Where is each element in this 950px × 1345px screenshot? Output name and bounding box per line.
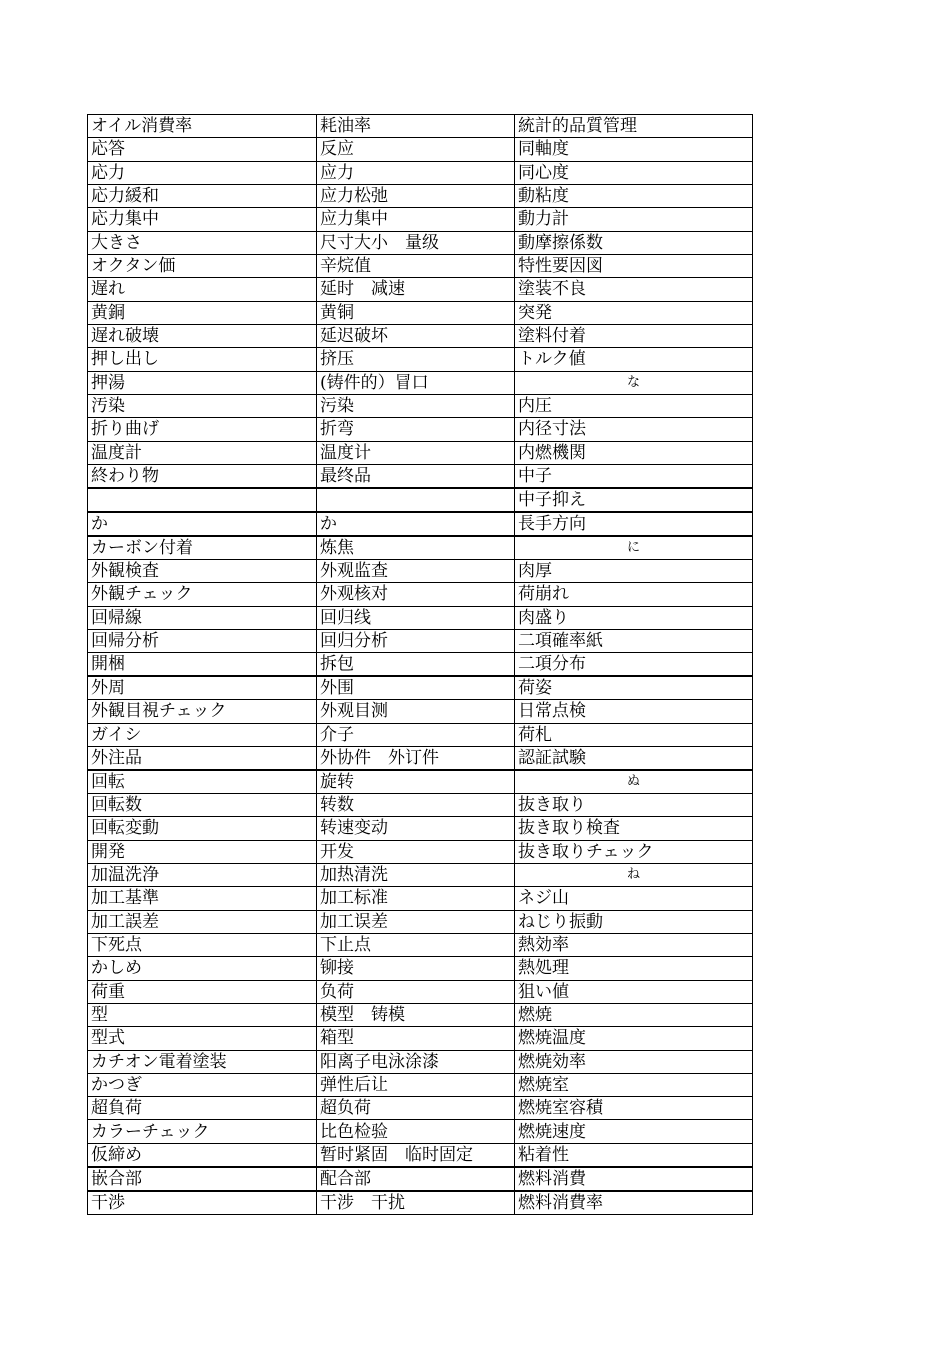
- table-row: [88, 1050, 753, 1073]
- japanese-term-2-cell: 内圧: [515, 394, 753, 417]
- chinese-term-cell: 箱型: [317, 1027, 515, 1050]
- table-row: [88, 208, 753, 231]
- japanese-term-2-cell: 同心度: [515, 161, 753, 184]
- japanese-term-cell: 超負荷: [88, 1097, 317, 1120]
- chinese-term-cell: 加工标准: [317, 887, 515, 910]
- chinese-term-cell: 黄铜: [317, 301, 515, 324]
- japanese-term-2-cell: 荷札: [515, 723, 753, 746]
- japanese-term-2-cell: 突発: [515, 301, 753, 324]
- table-row: [88, 161, 753, 184]
- japanese-term-2-cell: ねじり振動: [515, 910, 753, 933]
- japanese-term-2-cell: 熱効率: [515, 933, 753, 956]
- glossary-table-body: [88, 115, 753, 1215]
- chinese-term-cell: 耗油率: [317, 115, 515, 138]
- japanese-term-2-cell: 燃焼室: [515, 1073, 753, 1096]
- table-row: [88, 464, 753, 488]
- japanese-term-cell: 応力集中: [88, 208, 317, 231]
- table-row: [88, 536, 753, 560]
- japanese-term-cell: 型式: [88, 1027, 317, 1050]
- japanese-term-cell: 開発: [88, 840, 317, 863]
- japanese-term-cell: 外周: [88, 676, 317, 700]
- table-row: [88, 418, 753, 441]
- table-row: [88, 1167, 753, 1191]
- japanese-term-cell: 大きさ: [88, 231, 317, 254]
- table-row: [88, 629, 753, 652]
- japanese-term-2-cell: 粘着性: [515, 1143, 753, 1167]
- table-row: [88, 1027, 753, 1050]
- table-row: [88, 746, 753, 770]
- chinese-term-cell: 回归线: [317, 606, 515, 629]
- japanese-term-2-cell: 二項確率紙: [515, 629, 753, 652]
- japanese-term-2-cell: 特性要因図: [515, 254, 753, 277]
- japanese-term-2-cell: 動摩擦係数: [515, 231, 753, 254]
- table-row: [88, 957, 753, 980]
- table-row: [88, 583, 753, 606]
- chinese-term-cell: 污染: [317, 394, 515, 417]
- chinese-term-cell: 反应: [317, 138, 515, 161]
- chinese-term-cell: (铸件的）冒口: [317, 371, 515, 394]
- table-row: [88, 910, 753, 933]
- japanese-term-cell: 下死点: [88, 933, 317, 956]
- chinese-term-cell: 外观核对: [317, 583, 515, 606]
- chinese-term-cell: 负荷: [317, 980, 515, 1003]
- japanese-term-cell: オイル消費率: [88, 115, 317, 138]
- japanese-term-2-cell: 燃焼: [515, 1003, 753, 1026]
- chinese-term-cell: 应力集中: [317, 208, 515, 231]
- japanese-term-cell: 干渉: [88, 1191, 317, 1215]
- chinese-term-cell: 温度计: [317, 441, 515, 464]
- japanese-term-2-cell: 日常点検: [515, 700, 753, 723]
- chinese-term-cell: 弹性后让: [317, 1073, 515, 1096]
- chinese-term-cell: [317, 488, 515, 512]
- japanese-term-2-cell: 燃焼効率: [515, 1050, 753, 1073]
- chinese-term-cell: 应力: [317, 161, 515, 184]
- japanese-term-cell: 折り曲げ: [88, 418, 317, 441]
- chinese-term-cell: 旋转: [317, 770, 515, 794]
- table-row: [88, 231, 753, 254]
- japanese-term-cell: オクタン価: [88, 254, 317, 277]
- japanese-term-cell: 回転: [88, 770, 317, 794]
- table-row: [88, 301, 753, 324]
- japanese-term-2-cell: に: [515, 536, 753, 560]
- japanese-term-cell: 仮締め: [88, 1143, 317, 1167]
- chinese-term-cell: 拆包: [317, 653, 515, 677]
- japanese-term-2-cell: 肉厚: [515, 559, 753, 582]
- japanese-term-cell: カラーチェック: [88, 1120, 317, 1143]
- japanese-term-2-cell: 同軸度: [515, 138, 753, 161]
- japanese-term-2-cell: 中子: [515, 464, 753, 488]
- japanese-term-cell: かつぎ: [88, 1073, 317, 1096]
- japanese-term-cell: か: [88, 512, 317, 536]
- japanese-term-cell: 黄銅: [88, 301, 317, 324]
- chinese-term-cell: 炼焦: [317, 536, 515, 560]
- japanese-term-cell: 回帰線: [88, 606, 317, 629]
- table-row: [88, 559, 753, 582]
- japanese-term-cell: 加温洗浄: [88, 863, 317, 886]
- chinese-term-cell: 介子: [317, 723, 515, 746]
- japanese-term-cell: 遅れ: [88, 278, 317, 301]
- japanese-term-2-cell: 抜き取り検査: [515, 817, 753, 840]
- table-row: [88, 394, 753, 417]
- japanese-term-2-cell: 統計的品質管理: [515, 115, 753, 138]
- japanese-term-2-cell: 抜き取りチェック: [515, 840, 753, 863]
- japanese-term-cell: 外観目視チェック: [88, 700, 317, 723]
- japanese-term-cell: 温度計: [88, 441, 317, 464]
- chinese-term-cell: 延时 减速: [317, 278, 515, 301]
- japanese-term-2-cell: 熱処理: [515, 957, 753, 980]
- japanese-term-cell: 回帰分析: [88, 629, 317, 652]
- japanese-term-2-cell: 燃焼速度: [515, 1120, 753, 1143]
- table-row: [88, 863, 753, 886]
- japanese-term-cell: 加工誤差: [88, 910, 317, 933]
- table-row: [88, 254, 753, 277]
- chinese-term-cell: 折弯: [317, 418, 515, 441]
- chinese-term-cell: 比色检验: [317, 1120, 515, 1143]
- table-row: [88, 606, 753, 629]
- chinese-term-cell: か: [317, 512, 515, 536]
- chinese-term-cell: 暂时紧固 临时固定: [317, 1143, 515, 1167]
- chinese-term-cell: 铆接: [317, 957, 515, 980]
- chinese-term-cell: 外协件 外订件: [317, 746, 515, 770]
- table-row: [88, 512, 753, 536]
- chinese-term-cell: 开发: [317, 840, 515, 863]
- japanese-term-cell: 遅れ破壊: [88, 324, 317, 347]
- japanese-term-2-cell: 二項分布: [515, 653, 753, 677]
- table-row: [88, 1003, 753, 1026]
- japanese-term-cell: 押湯: [88, 371, 317, 394]
- japanese-term-cell: 汚染: [88, 394, 317, 417]
- table-row: [88, 371, 753, 394]
- japanese-term-2-cell: 動粘度: [515, 184, 753, 207]
- japanese-term-2-cell: 荷崩れ: [515, 583, 753, 606]
- japanese-term-2-cell: 狙い値: [515, 980, 753, 1003]
- japanese-term-2-cell: ね: [515, 863, 753, 886]
- chinese-term-cell: 加热清洗: [317, 863, 515, 886]
- table-row: [88, 324, 753, 347]
- chinese-term-cell: 辛烷值: [317, 254, 515, 277]
- japanese-term-2-cell: 燃焼温度: [515, 1027, 753, 1050]
- table-row: [88, 1143, 753, 1167]
- chinese-term-cell: 外围: [317, 676, 515, 700]
- table-row: [88, 770, 753, 794]
- table-row: [88, 1097, 753, 1120]
- table-row: [88, 887, 753, 910]
- japanese-term-2-cell: 肉盛り: [515, 606, 753, 629]
- japanese-term-cell: 開梱: [88, 653, 317, 677]
- japanese-term-2-cell: 塗装不良: [515, 278, 753, 301]
- table-row: [88, 1120, 753, 1143]
- japanese-term-cell: カーボン付着: [88, 536, 317, 560]
- chinese-term-cell: 回归分析: [317, 629, 515, 652]
- japanese-term-2-cell: ぬ: [515, 770, 753, 794]
- table-row: [88, 676, 753, 700]
- table-row: [88, 348, 753, 371]
- japanese-term-cell: カチオン電着塗装: [88, 1050, 317, 1073]
- japanese-term-cell: 回転数: [88, 793, 317, 816]
- japanese-term-cell: 押し出し: [88, 348, 317, 371]
- chinese-term-cell: 延迟破坏: [317, 324, 515, 347]
- chinese-term-cell: 模型 铸模: [317, 1003, 515, 1026]
- glossary-table: [87, 114, 753, 1215]
- table-row: [88, 278, 753, 301]
- japanese-term-2-cell: 内径寸法: [515, 418, 753, 441]
- chinese-term-cell: 配合部: [317, 1167, 515, 1191]
- chinese-term-cell: 应力松弛: [317, 184, 515, 207]
- japanese-term-cell: 型: [88, 1003, 317, 1026]
- table-row: [88, 488, 753, 512]
- japanese-term-cell: 終わり物: [88, 464, 317, 488]
- japanese-term-cell: かしめ: [88, 957, 317, 980]
- japanese-term-2-cell: 塗料付着: [515, 324, 753, 347]
- table-row: [88, 184, 753, 207]
- table-row: [88, 115, 753, 138]
- japanese-term-2-cell: 中子抑え: [515, 488, 753, 512]
- chinese-term-cell: 加工误差: [317, 910, 515, 933]
- table-row: [88, 653, 753, 677]
- chinese-term-cell: 转数: [317, 793, 515, 816]
- table-row: [88, 723, 753, 746]
- chinese-term-cell: 最终品: [317, 464, 515, 488]
- japanese-term-2-cell: 燃焼室容積: [515, 1097, 753, 1120]
- japanese-term-2-cell: 認証試験: [515, 746, 753, 770]
- japanese-term-cell: 外注品: [88, 746, 317, 770]
- japanese-term-2-cell: 荷姿: [515, 676, 753, 700]
- japanese-term-2-cell: な: [515, 371, 753, 394]
- japanese-term-2-cell: ネジ山: [515, 887, 753, 910]
- japanese-term-cell: 荷重: [88, 980, 317, 1003]
- japanese-term-2-cell: 動力計: [515, 208, 753, 231]
- table-row: [88, 700, 753, 723]
- japanese-term-2-cell: 燃料消費: [515, 1167, 753, 1191]
- table-row: [88, 793, 753, 816]
- chinese-term-cell: 转速变动: [317, 817, 515, 840]
- table-row: [88, 441, 753, 464]
- japanese-term-cell: 嵌合部: [88, 1167, 317, 1191]
- japanese-term-2-cell: 内燃機関: [515, 441, 753, 464]
- table-row: [88, 933, 753, 956]
- japanese-term-2-cell: 抜き取り: [515, 793, 753, 816]
- japanese-term-2-cell: 燃料消費率: [515, 1191, 753, 1215]
- chinese-term-cell: 干涉 干扰: [317, 1191, 515, 1215]
- table-row: [88, 1073, 753, 1096]
- japanese-term-cell: 外観検査: [88, 559, 317, 582]
- japanese-term-cell: 加工基準: [88, 887, 317, 910]
- table-row: [88, 840, 753, 863]
- chinese-term-cell: 下止点: [317, 933, 515, 956]
- japanese-term-cell: 応力緩和: [88, 184, 317, 207]
- table-row: [88, 980, 753, 1003]
- japanese-term-2-cell: トルク値: [515, 348, 753, 371]
- chinese-term-cell: 挤压: [317, 348, 515, 371]
- japanese-term-cell: 応力: [88, 161, 317, 184]
- table-row: [88, 1191, 753, 1215]
- chinese-term-cell: 外观目测: [317, 700, 515, 723]
- japanese-term-cell: 外観チェック: [88, 583, 317, 606]
- japanese-term-cell: 応答: [88, 138, 317, 161]
- japanese-term-cell: [88, 488, 317, 512]
- table-row: [88, 138, 753, 161]
- japanese-term-cell: 回転変動: [88, 817, 317, 840]
- chinese-term-cell: 超负荷: [317, 1097, 515, 1120]
- chinese-term-cell: 外观监查: [317, 559, 515, 582]
- chinese-term-cell: 阳离子电泳涂漆: [317, 1050, 515, 1073]
- chinese-term-cell: 尺寸大小 量级: [317, 231, 515, 254]
- table-row: [88, 817, 753, 840]
- japanese-term-2-cell: 長手方向: [515, 512, 753, 536]
- japanese-term-cell: ガイシ: [88, 723, 317, 746]
